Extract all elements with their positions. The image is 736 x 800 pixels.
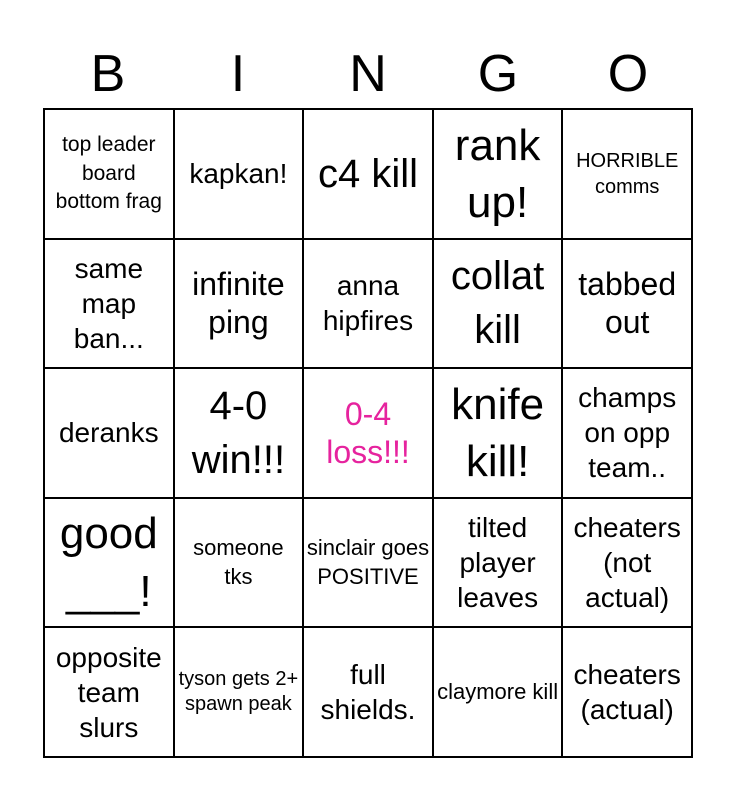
bingo-cell-text: good ___!: [59, 509, 158, 616]
bingo-header: [43, 40, 693, 108]
bingo-cell-text: tyson gets 2+ spawn peak: [178, 668, 299, 716]
bingo-cell[interactable]: [304, 110, 434, 240]
bingo-cell-text: champs on opp team..: [578, 382, 677, 484]
bingo-cell[interactable]: [563, 499, 693, 629]
bingo-cell[interactable]: [563, 240, 693, 370]
bingo-cell-text: collat kill: [450, 254, 545, 353]
header-letter-g: G: [477, 45, 519, 103]
bingo-cell[interactable]: [563, 369, 693, 499]
bingo-cell-text: HORRIBLE comms: [576, 149, 679, 198]
bingo-cell-text: someone tks: [193, 535, 284, 589]
bingo-cell-text: sinclair goes POSITIVE: [306, 535, 430, 589]
bingo-cell[interactable]: [175, 369, 305, 499]
header-letter-o: O: [607, 45, 649, 103]
bingo-cell[interactable]: [45, 369, 175, 499]
bingo-cell[interactable]: [45, 240, 175, 370]
bingo-cell-text: 4-0 win!!!: [191, 383, 286, 482]
bingo-cell[interactable]: [434, 628, 564, 758]
bingo-cell[interactable]: [563, 628, 693, 758]
header-letter-n: N: [349, 45, 387, 103]
bingo-cell[interactable]: [563, 110, 693, 240]
bingo-cell[interactable]: [304, 240, 434, 370]
bingo-cell[interactable]: [434, 240, 564, 370]
bingo-cell[interactable]: [304, 499, 434, 629]
header-letter-i: I: [230, 45, 246, 103]
bingo-cell[interactable]: [45, 499, 175, 629]
bingo-cell-text: deranks: [58, 417, 159, 449]
bingo-cell[interactable]: [175, 628, 305, 758]
bingo-cell-text: tilted player leaves: [457, 512, 539, 614]
bingo-cell[interactable]: [175, 499, 305, 629]
bingo-cell-text: cheaters (actual): [573, 659, 681, 726]
bingo-cell-text: 0-4 loss!!!: [326, 395, 410, 470]
bingo-cell[interactable]: [304, 628, 434, 758]
bingo-cell-text: infinite ping: [192, 266, 285, 341]
bingo-cell-text: c4 kill: [317, 151, 418, 196]
bingo-cell-text: opposite team slurs: [55, 641, 162, 743]
bingo-cell-text: rank up!: [454, 120, 541, 227]
bingo-cell-text: kapkan!: [189, 158, 288, 190]
bingo-cell[interactable]: [45, 110, 175, 240]
bingo-cell-text: same map ban...: [73, 252, 144, 354]
bingo-cell-text: tabbed out: [578, 266, 677, 341]
header-letter-b: B: [90, 45, 126, 103]
bingo-board: [43, 108, 693, 758]
bingo-cell[interactable]: [434, 110, 564, 240]
bingo-cell[interactable]: [434, 369, 564, 499]
bingo-cell-text: knife kill!: [451, 379, 545, 486]
bingo-cell[interactable]: [45, 628, 175, 758]
bingo-cell[interactable]: [175, 110, 305, 240]
bingo-cell[interactable]: [175, 240, 305, 370]
bingo-cell[interactable]: [434, 499, 564, 629]
bingo-cell-text: claymore kill: [437, 678, 559, 704]
bingo-cell-text: full shields.: [320, 659, 416, 726]
bingo-cell[interactable]: [304, 369, 434, 499]
bingo-cell-text: top leader board bottom frag: [55, 133, 162, 213]
bingo-cell-text: cheaters (not actual): [573, 512, 681, 614]
bingo-cell-text: anna hipfires: [322, 270, 414, 337]
